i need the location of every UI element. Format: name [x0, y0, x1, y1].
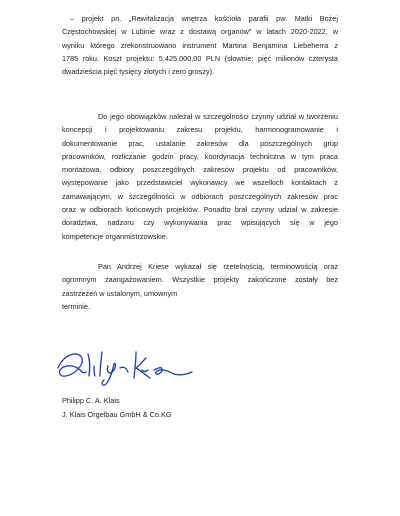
duties-paragraph [62, 110, 338, 243]
text-line: Pan Andrzej Kriese wykazał się rzetelnością, terminowością oraz [98, 262, 338, 271]
text-line: Częstochowskiej w Lubinie wraz z dostawą organów” w latach 2020-2022, w [62, 27, 338, 37]
text-line: kompetencje organmistrzowskie. [62, 231, 168, 241]
text-line: Do jego obowiązków należał w szczególności czynny udział w tworzeniu [98, 112, 338, 121]
text-line: montażowa, odbiory poszczególnych zakresów projektu od pracowników, [62, 165, 338, 175]
text-line: doradztwa, nadzoru czy wykonywania prac wpisujących się w jego [62, 218, 338, 228]
text-line: zamawiającym, w szczególności w odbiorach poszczególnych zakresów prac [62, 191, 338, 201]
text-line: oraz w odbiorach końcowych projektów. Ponadto brał czynny udział w zakresie [62, 205, 338, 215]
text-line: – projekt pn. „Rewitalizacja wnętrza kościoła parafii pw. Matki Bożej [70, 14, 338, 23]
text-line: wyniku którego zrekonstruowano instrument Martina Benjamina Liebeherra z [62, 40, 338, 50]
text-line: ogromnym zaangażowaniem. Wszystkie projekty zakończone zostały bez [62, 275, 338, 285]
text-line: koncepcji i projektowaniu zakresu projektu, harmonogramowanie i [62, 125, 338, 135]
handwritten-signature [54, 344, 194, 386]
text-line: zastrzeżeń w ustalonym, umownym [62, 288, 178, 298]
signer-name: Philipp C. A. Klais [62, 396, 120, 405]
text-line: dokumentowanie prac, ustalanie zakresów dla poszczególnych grup [62, 138, 338, 148]
text-line: terminie. [62, 301, 90, 311]
assessment-paragraph [62, 260, 338, 313]
text-line: 1785 roku. Koszt projektu: 5.425.000,00 PLN (słownie: pięć milionów czterysta [62, 53, 338, 63]
text-line: pracowników, rozliczanie godzin pracy, koordynacja techniczna w tym praca [62, 151, 338, 161]
project-description-paragraph [62, 12, 338, 78]
signer-company: J. Klais Orgelbau GmbH & Co.KG [62, 410, 172, 419]
text-line: występowanie jako przedstawiciel wykonawcy we wszelkich kontaktach z [62, 178, 338, 188]
text-line: dwadzieścia pięć tysięcy złotych i zero groszy). [62, 67, 215, 77]
